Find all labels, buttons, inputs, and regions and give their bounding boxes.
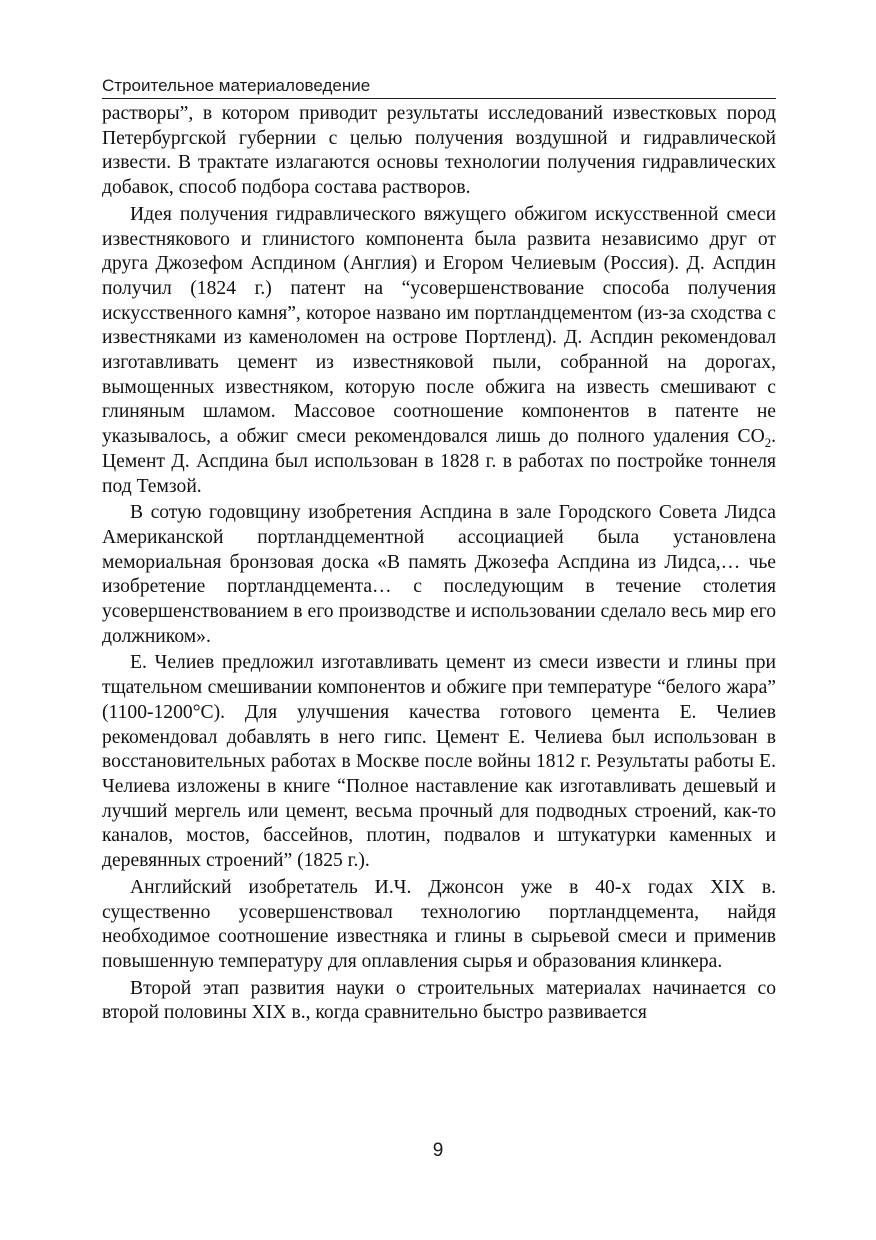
running-head: Строительное материаловедение <box>102 76 371 95</box>
paragraph-aspdin-chelievr <box>102 203 776 499</box>
paragraph-continued: растворы”, в котором приводит результаты исследований известковых пород Петербургской губернии с целью получения воздушной и гидравлической извести. В трактате излагаются основы технологии получения гидравлических добавок, способ подбора состава растворов. <box>102 103 776 199</box>
subscript: 2 <box>764 436 772 451</box>
header-rule <box>102 98 776 99</box>
paragraph-second-stage: Второй этап развития науки о строительных материалах начинается со второй половины XIX в., когда сравнительно быстро развивается <box>102 977 776 1024</box>
paragraph-text-after: . Цемент Д. Аспдина был использован в 1828 г. в работах по постройке тоннеля под Темзой. <box>102 426 776 497</box>
body-text <box>102 102 776 1028</box>
paragraph-cheliev: Е. Челиев предложил изготавливать цемент из смеси извести и глины при тщательном смешивании компонентов и обжиге при температуре “белого жара” (1100-1200°С). Для улучшения качества готового цемента Е. Челиев рекомендовал добавлять в него гипс. Цемент Е. Челиева был использован в восстановительных работах в Москве после войны 1812 г. Результаты работы Е. Челиева изложены в книге “Полное наставление как изготавливать дешевый и лучший мергель или цемент, весьма прочный для подводных строений, как-то каналов, мостов, бассейнов, плотин, подвалов и штукатурки каменных и деревянных строений” (1825 г.). <box>102 652 776 872</box>
paragraph-text: Идея получения гидравлического вяжущего обжигом искусственной смеси известнякового и глинистого компонента была развита независимо друг от друга Джозефом Аспдином (Англия) и Егором Челиевым (Россия). Д. Аспдин получил (1824 г.) патент на “усовершенствование способа получения искусственного камня”, которое названо им портландцементом (из-за сходства с известняками из каменоломен на острове Портленд). Д. Аспдин рекомендовал изготавливать цемент из известняковой пыли, собранной на дорогах, вымощенных известняком, которую после обжига на известь смешивают с глиняным шламом. Массовое соотношение компонентов в патенте не указывалось, а обжиг смеси рекомендовался лишь до полного удаления CO <box>102 203 776 448</box>
page-number: 9 <box>432 1140 444 1161</box>
paragraph-anniversary: В сотую годовщину изобретения Аспдина в зале Городского Совета Лидса Американской портландцементной ассоциацией была установлена мемориальная бронзовая доска «В память Джозефа Аспдина из Лидса,… чье изобретение портландцемента… с последующим в течение столетия усовершенствованием в его производстве и использовании сделало весь мир его должником». <box>102 502 776 647</box>
paragraph-johnson: Английский изобретатель И.Ч. Джонсон уже в 40-х годах XIX в. существенно усовершенствовал технологию портландцемента, найдя необходимое соотношение известняка и глины в сырьевой смеси и применив повышенную температуру для оплавления сырья и образования клинкера. <box>102 876 776 972</box>
